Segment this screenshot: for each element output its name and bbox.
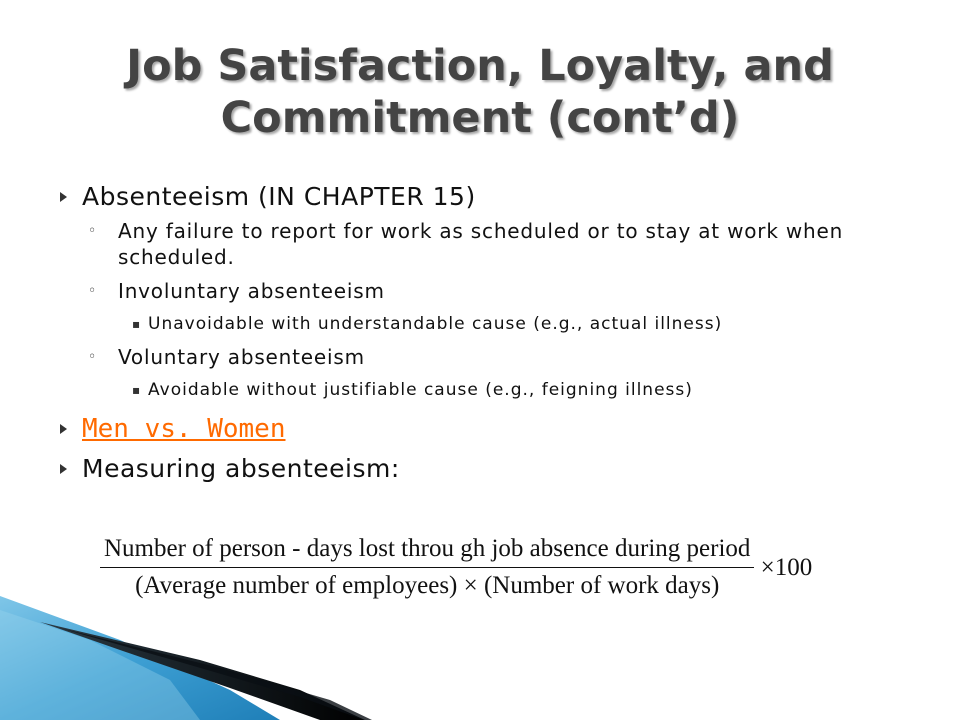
list-item-label: Avoidable without justifiable cause (e.g., feigning illness) (148, 380, 693, 400)
circle-bullet-icon: ◦ (88, 349, 98, 365)
circle-bullet-icon: ◦ (88, 283, 98, 299)
list-item-label: Measuring absenteeism: (82, 454, 400, 483)
men-vs-women-link[interactable]: Men vs. Women (82, 414, 286, 444)
title-line-1: Job Satisfaction, Loyalty, and (126, 41, 834, 91)
formula-denominator: (Average number of employees) × (Number of work days) (135, 572, 720, 599)
circle-bullet-icon: ◦ (88, 223, 98, 239)
title-line-2: Commitment (cont’d) (220, 93, 740, 143)
formula-numerator: Number of person - days lost throu gh job absence during period (104, 535, 751, 562)
list-item-label: Involuntary absenteeism (118, 279, 385, 303)
list-item-label: Absenteeism (IN CHAPTER 15) (82, 182, 476, 211)
list-item-label: Unavoidable with understandable cause (e.g., actual illness) (148, 314, 723, 334)
dot-bullet-icon: ▪ (132, 383, 142, 397)
list-item-label: Voluntary absenteeism (118, 345, 365, 369)
formula-multiplier: ×100 (760, 553, 813, 581)
dot-bullet-icon: ▪ (132, 317, 142, 331)
list-item-label: Any failure to report for work as scheduled or to stay at work when scheduled. (118, 219, 844, 269)
